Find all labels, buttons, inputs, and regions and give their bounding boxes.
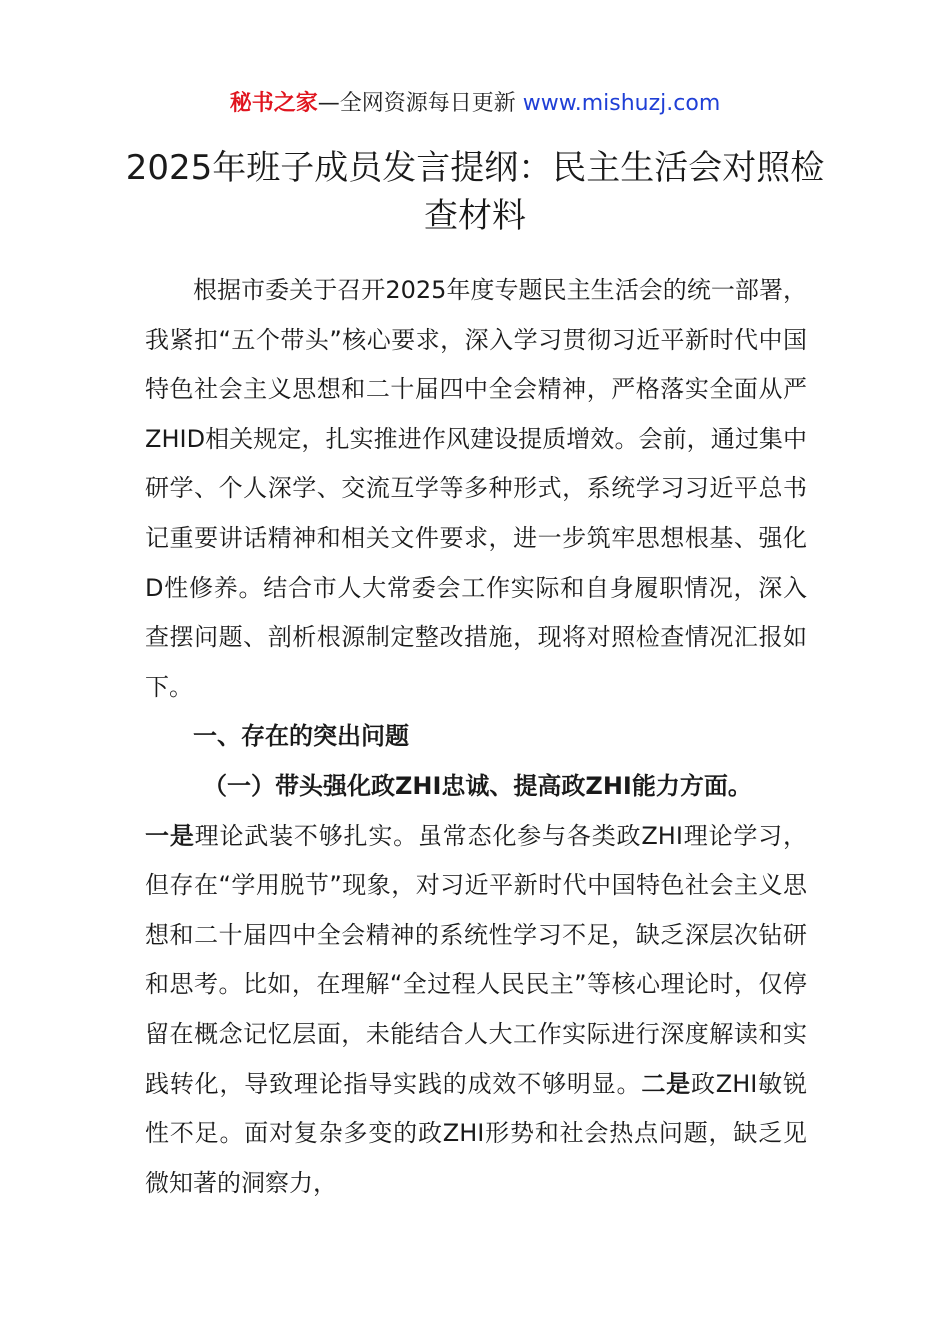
- point-label-1: 一是: [145, 821, 195, 850]
- site-url-link[interactable]: www.mishuzj.com: [522, 91, 721, 116]
- point-label-2: 二是: [641, 1069, 691, 1098]
- document-body: [145, 266, 807, 1208]
- subsection-heading: （一）带头强化政ZHI忠诚、提高政ZHI能力方面。: [203, 771, 752, 800]
- point-text-1: 理论武装不够扎实。虽常态化参与各类政ZHI理论学习，但存在“学用脱节”现象，对习近平新时代中国特色社会主义思想和二十届四中全会精神的系统性学习不足，缺乏深层次钻研和思考。比如，在理解“全过程人民民主”等核心理论时，仅停留在概念记忆层面，未能结合人大工作实际进行深度解读和实践转化，导致理论指导实践的成效不够明显。: [145, 821, 807, 1098]
- site-header: [0, 88, 950, 120]
- point-text-2: 政ZHI敏锐性不足。面对复杂多变的政ZHI形势和社会热点问题，缺乏见微知著的洞察力，: [145, 1069, 808, 1197]
- issue-paragraph: [145, 812, 807, 1209]
- document-title: 2025年班子成员发言提纲：民主生活会对照检查材料: [125, 148, 825, 236]
- intro-paragraph: 根据市委关于召开2025年度专题民主生活会的统一部署，我紧扣“五个带头”核心要求，深入学习贯彻习近平新时代中国特色社会主义思想和二十届四中全会精神，严格落实全面从严ZHID相关规定，扎实推进作风建设提质增效。会前，通过集中研学、个人深学、交流互学等多种形式，系统学习习近平总书记重要讲话精神和相关文件要求，进一步筑牢思想根基、强化D性修养。结合市人大常委会工作实际和自身履职情况，深入查摆问题、剖析根源制定整改措施，现将对照检查情况汇报如下。: [145, 276, 807, 701]
- site-tagline: —全网资源每日更新: [317, 91, 523, 116]
- section-heading: 一、存在的突出问题: [193, 722, 409, 751]
- site-brand: 秘书之家: [229, 91, 318, 116]
